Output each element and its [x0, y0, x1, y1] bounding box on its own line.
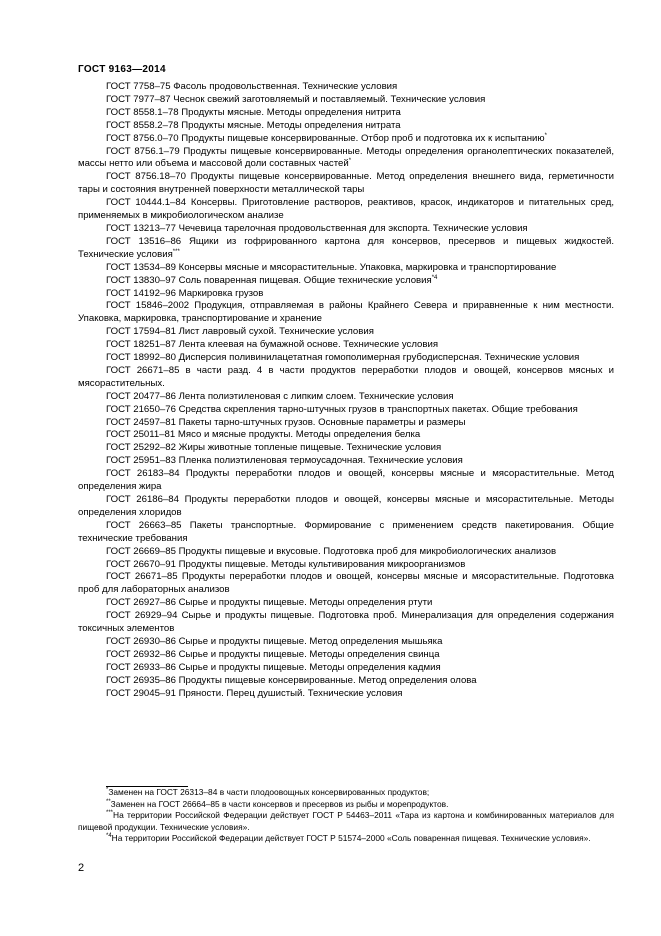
reference-text: ГОСТ 18992–80 Дисперсия поливинилацетатная гомополимерная грубодисперсная. Технические условия — [106, 352, 580, 364]
reference-text: ГОСТ 8558.2–78 Продукты мясные. Методы определения нитрата — [106, 119, 401, 131]
reference-text: ГОСТ 20477–86 Лента полиэтиленовая с липким слоем. Технические условия — [106, 390, 454, 402]
reference-text: ГОСТ 13213–77 Чечевица тарелочная продовольственная для экспорта. Технические условия — [106, 222, 528, 234]
reference-item — [78, 223, 614, 236]
reference-item — [78, 81, 614, 94]
reference-item — [78, 468, 614, 494]
reference-text: ГОСТ 29045–91 Пряности. Перец душистый. Технические условия — [106, 687, 403, 699]
footnote-marker: * — [544, 132, 547, 139]
reference-text: ГОСТ 26670–91 Продукты пищевые. Методы культивирования микроорганизмов — [106, 558, 466, 570]
reference-text: ГОСТ 26669–85 Продукты пищевые и вкусовые. Подготовка проб для микробиологических анализов — [106, 545, 557, 557]
footnote-text: Заменен на ГОСТ 26664–85 в части консервов и пресервов из рыбы и морепродуктов. — [110, 798, 449, 809]
footnote-marker: *** — [172, 248, 180, 255]
reference-item — [78, 636, 614, 649]
reference-text: ГОСТ 26930–86 Сырье и продукты пищевые. Метод определения мышьяка — [106, 635, 443, 647]
reference-text: ГОСТ 10444.1–84 Консервы. Приготовление растворов, реактивов, красок, индикаторов и питательных сред, применяемых в микробиологическом анализе — [78, 197, 614, 222]
reference-item — [78, 275, 614, 288]
reference-item — [78, 262, 614, 275]
reference-item — [78, 675, 614, 688]
reference-item — [78, 391, 614, 404]
reference-text: ГОСТ 13830–97 Соль поваренная пищевая. Общие технические условия — [106, 274, 432, 286]
reference-text: ГОСТ 26671–85 в части разд. 4 в части продуктов переработки плодов и овощей, консервов мясных и мясорастительных. — [78, 364, 614, 389]
document-header: ГОСТ 9163—2014 — [78, 64, 166, 75]
reference-text: ГОСТ 14192–96 Маркировка грузов — [106, 287, 264, 299]
reference-item — [78, 171, 614, 197]
reference-item — [78, 546, 614, 559]
footnotes-block — [78, 787, 614, 845]
reference-item — [78, 442, 614, 455]
reference-text: ГОСТ 26186–84 Продукты переработки плодов и овощей, консервы мясные и мясорастительные. Методы определения хлоридов — [78, 494, 614, 518]
footnote-item — [78, 810, 614, 833]
reference-text: ГОСТ 8756.18–70 Продукты пищевые консервированные. Метод определения внешнего вида, герметичности тары и состояния внутренней поверхности металлической тары — [78, 171, 614, 196]
footnote-marker: *4 — [106, 833, 112, 840]
reference-item — [78, 146, 614, 172]
reference-item — [78, 300, 614, 326]
reference-item — [78, 288, 614, 301]
normative-references-list — [78, 81, 614, 701]
footnote-text: На территории Российской Федерации действует ГОСТ Р 54463–2011 «Тара из картона и комбинированных материалов для пищевой продукции. Технические условия». — [78, 810, 614, 832]
reference-item — [78, 352, 614, 365]
reference-item — [78, 120, 614, 133]
reference-text: ГОСТ 25011–81 Мясо и мясные продукты. Методы определения белка — [106, 429, 421, 441]
reference-text: ГОСТ 8558.1–78 Продукты мясные. Методы определения нитрита — [106, 106, 401, 118]
reference-text: ГОСТ 26927–86 Сырье и продукты пищевые. Методы определения ртути — [106, 597, 433, 609]
reference-item — [78, 326, 614, 339]
reference-text: ГОСТ 26932–86 Сырье и продукты пищевые. Методы определения свинца — [106, 648, 440, 660]
footnote-marker: * — [106, 787, 109, 794]
reference-item — [78, 662, 614, 675]
reference-text: ГОСТ 24597–81 Пакеты тарно-штучных грузов. Основные параметры и размеры — [106, 416, 466, 428]
footnote-marker: *4 — [431, 274, 438, 281]
reference-text: ГОСТ 26663–85 Пакеты транспортные. Формирование с применением средств пакетирования. Общие технические требования — [78, 519, 614, 544]
reference-item — [78, 236, 614, 262]
footnote-marker: * — [348, 158, 352, 165]
reference-text: ГОСТ 26933–86 Сырье и продукты пищевые. Методы определения кадмия — [106, 661, 441, 673]
footnote-item — [78, 787, 614, 799]
reference-text: ГОСТ 26183–84 Продукты переработки плодов и овощей, консервы мясные и мясорастительные. Метод определения жира — [78, 468, 614, 493]
page-number: 2 — [78, 862, 85, 874]
footnote-marker: *** — [106, 810, 114, 817]
reference-item — [78, 610, 614, 636]
reference-item — [78, 133, 614, 146]
footnote-text: Заменен на ГОСТ 26313–84 в части плодоовощных консервированных продуктов; — [108, 787, 430, 797]
reference-text: ГОСТ 26929–94 Сырье и продукты пищевые. Подготовка проб. Минерализация для определения содержания токсичных элементов — [78, 610, 614, 635]
reference-text: ГОСТ 26935–86 Продукты пищевые консервированные. Метод определения олова — [106, 674, 477, 686]
reference-item — [78, 559, 614, 572]
reference-text: ГОСТ 13516–86 Ящики из гофрированного картона для консервов, пресервов и пищевых жидкостей. Технические условия — [78, 235, 614, 260]
reference-text: ГОСТ 7977–87 Чеснок свежий заготовляемый и поставляемый. Технические условия — [106, 93, 486, 105]
reference-item — [78, 520, 614, 546]
reference-text: ГОСТ 26671–85 Продукты переработки плодов и овощей, консервы мясные и мясорастительные. Подготовка проб для лабораторных анализов — [78, 571, 614, 596]
reference-text: ГОСТ 15846–2002 Продукция, отправляемая в районы Крайнего Севера и приравненные к ним местности. Упаковка, маркировка, транспортирование и хранение — [78, 300, 614, 325]
reference-item — [78, 688, 614, 701]
reference-item — [78, 94, 614, 107]
reference-text: ГОСТ 7758–75 Фасоль продовольственная. Технические условия — [106, 81, 398, 92]
reference-text: ГОСТ 13534–89 Консервы мясные и мясорастительные. Упаковка, маркировка и транспортирование — [106, 261, 557, 273]
footnote-item — [78, 833, 614, 845]
reference-text: ГОСТ 25292–82 Жиры животные топленые пищевые. Технические условия — [106, 442, 442, 454]
reference-text: ГОСТ 25951–83 Пленка полиэтиленовая термоусадочная. Технические условия — [106, 455, 463, 467]
reference-item — [78, 649, 614, 662]
reference-item — [78, 417, 614, 430]
footnote-marker: ** — [106, 798, 111, 805]
reference-item — [78, 429, 614, 442]
reference-item — [78, 597, 614, 610]
footnote-text: На территории Российской Федерации действует ГОСТ Р 51574–2000 «Соль поваренная пищевая. Технические условия». — [111, 833, 591, 843]
reference-item — [78, 365, 614, 391]
reference-item — [78, 404, 614, 417]
footnote-item — [78, 799, 614, 811]
reference-item — [78, 197, 614, 223]
reference-text: ГОСТ 21650–76 Средства скрепления тарно-штучных грузов в транспортных пакетах. Общие требования — [106, 403, 578, 415]
reference-text: ГОСТ 17594–81 Лист лавровый сухой. Технические условия — [106, 326, 374, 338]
reference-text: ГОСТ 8756.1–79 Продукты пищевые консервированные. Методы определения органолептических показателей, массы нетто или объема и массовой доли составных частей — [78, 145, 614, 170]
reference-item — [78, 571, 614, 597]
reference-item — [78, 494, 614, 520]
reference-item — [78, 455, 614, 468]
reference-text: ГОСТ 18251–87 Лента клеевая на бумажной основе. Технические условия — [106, 339, 439, 351]
reference-item — [78, 107, 614, 120]
reference-item — [78, 339, 614, 352]
reference-text: ГОСТ 8756.0–70 Продукты пищевые консервированные. Отбор проб и подготовка их к испытанию — [106, 132, 545, 144]
